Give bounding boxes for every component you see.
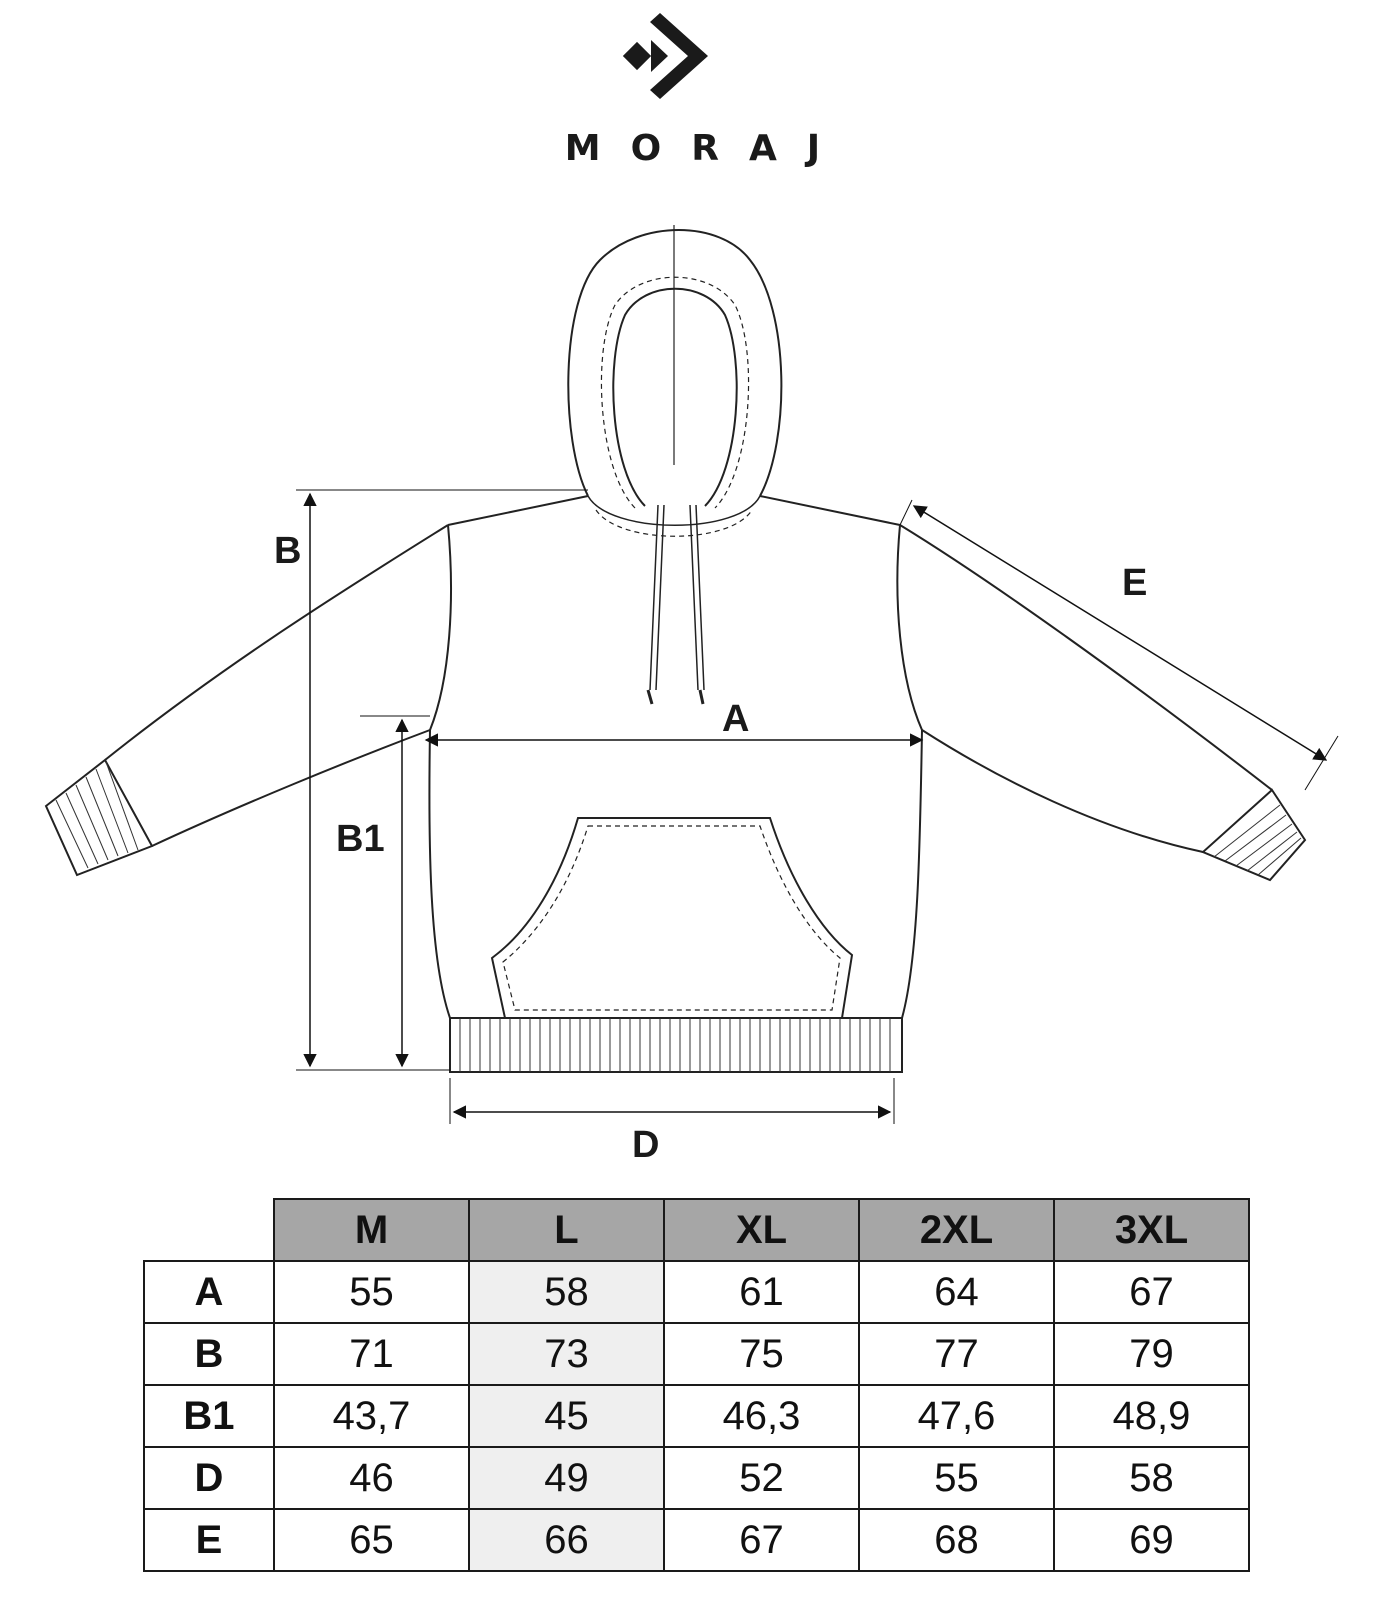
size-header: L bbox=[469, 1199, 664, 1261]
table-cell: 66 bbox=[469, 1509, 664, 1571]
size-header: XL bbox=[664, 1199, 859, 1261]
brand-name: MORAJ bbox=[564, 128, 851, 169]
table-row bbox=[144, 1323, 1249, 1385]
drawstring-right bbox=[690, 505, 704, 690]
table-header-row bbox=[144, 1199, 1249, 1261]
left-sleeve bbox=[105, 525, 448, 846]
table-cell: 46,3 bbox=[664, 1385, 859, 1447]
table-cell: 77 bbox=[859, 1323, 1054, 1385]
table-corner bbox=[144, 1199, 274, 1261]
table-cell: 67 bbox=[1054, 1261, 1249, 1323]
table-cell: 58 bbox=[469, 1261, 664, 1323]
table-cell: 47,6 bbox=[859, 1385, 1054, 1447]
table-cell: 65 bbox=[274, 1509, 469, 1571]
body-left-side bbox=[429, 525, 451, 1018]
table-cell: 55 bbox=[859, 1447, 1054, 1509]
right-sleeve bbox=[900, 525, 1272, 852]
right-shoulder bbox=[760, 496, 900, 525]
row-label: D bbox=[144, 1447, 274, 1509]
table-cell: 61 bbox=[664, 1261, 859, 1323]
dimension-label-E: E bbox=[1122, 562, 1148, 604]
row-label: B1 bbox=[144, 1385, 274, 1447]
table-cell: 73 bbox=[469, 1323, 664, 1385]
size-header: 2XL bbox=[859, 1199, 1054, 1261]
size-table bbox=[143, 1198, 1250, 1572]
table-row bbox=[144, 1385, 1249, 1447]
table-cell: 48,9 bbox=[1054, 1385, 1249, 1447]
table-cell: 71 bbox=[274, 1323, 469, 1385]
table-cell: 64 bbox=[859, 1261, 1054, 1323]
table-cell: 49 bbox=[469, 1447, 664, 1509]
table-cell: 55 bbox=[274, 1261, 469, 1323]
table-cell: 46 bbox=[274, 1447, 469, 1509]
size-header: M bbox=[274, 1199, 469, 1261]
row-label: B bbox=[144, 1323, 274, 1385]
size-header: 3XL bbox=[1054, 1199, 1249, 1261]
body-right-side bbox=[897, 525, 922, 1018]
hood-opening bbox=[613, 289, 736, 506]
table-cell: 52 bbox=[664, 1447, 859, 1509]
table-cell: 79 bbox=[1054, 1323, 1249, 1385]
kangaroo-pocket bbox=[492, 818, 852, 1018]
table-cell: 75 bbox=[664, 1323, 859, 1385]
table-cell: 69 bbox=[1054, 1509, 1249, 1571]
drawstring-left bbox=[650, 505, 664, 690]
dimension-label-D: D bbox=[632, 1124, 660, 1166]
logo-mark-icon bbox=[623, 13, 708, 99]
table-cell: 43,7 bbox=[274, 1385, 469, 1447]
table-cell: 67 bbox=[664, 1509, 859, 1571]
table-row bbox=[144, 1447, 1249, 1509]
left-shoulder bbox=[448, 496, 588, 525]
table-cell: 58 bbox=[1054, 1447, 1249, 1509]
table-row bbox=[144, 1509, 1249, 1571]
table-cell: 45 bbox=[469, 1385, 664, 1447]
dimension-label-B1: B1 bbox=[336, 818, 385, 860]
dimension-label-B: B bbox=[274, 530, 302, 572]
dimension-E-line bbox=[914, 506, 1326, 760]
hood-outline bbox=[568, 230, 781, 496]
row-label: A bbox=[144, 1261, 274, 1323]
dimension-label-A: A bbox=[722, 698, 750, 740]
hoodie-diagram bbox=[0, 200, 1385, 1160]
table-row bbox=[144, 1261, 1249, 1323]
right-cuff bbox=[1203, 790, 1305, 880]
table-cell: 68 bbox=[859, 1509, 1054, 1571]
row-label: E bbox=[144, 1509, 274, 1571]
waistband bbox=[450, 1018, 902, 1072]
